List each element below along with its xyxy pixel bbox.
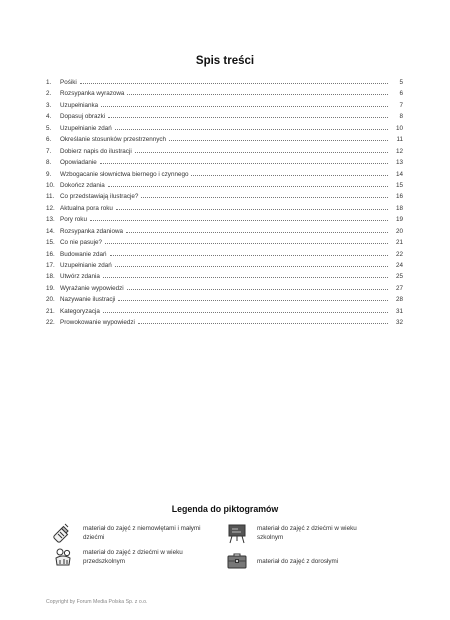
toc-entry-label: Nazywanie ilustracji	[60, 296, 116, 304]
toc-entry-label: Aktualna pora roku	[60, 204, 113, 212]
toc-entry-number: 12.	[46, 204, 55, 212]
toc-entry-number: 3.	[46, 101, 52, 109]
toc-entry-number: 11.	[46, 193, 55, 201]
toc-entry	[46, 227, 403, 238]
toc-entry	[46, 261, 403, 272]
toc-entry-number: 2.	[46, 90, 52, 98]
toc-entry	[46, 181, 403, 192]
toc-entry-label: Wyrażanie wypowiedzi	[60, 284, 124, 292]
toc-entry-number: 18.	[46, 273, 55, 281]
toc-entry	[46, 124, 403, 135]
toc-entry-page: 5	[399, 79, 403, 86]
toc-entry-number: 4.	[46, 113, 52, 121]
toc-entry	[46, 318, 403, 329]
legend-text: materiał do zajęć z dziećmi w wieku przedszkolnym	[83, 549, 183, 565]
toc-entry-page: 32	[395, 319, 403, 327]
legend-item-school	[226, 522, 382, 544]
toc-dot-leader	[108, 112, 388, 118]
toc-entry-page: 8	[399, 113, 403, 121]
toc-entry-label: Pory roku	[60, 216, 87, 224]
toc-entry-number: 16.	[46, 250, 55, 258]
toc-entry-label: Co nie pasuje?	[60, 239, 103, 247]
toc-entry-page: 18	[395, 204, 403, 212]
toc-dot-leader	[126, 227, 388, 233]
toc-entry-page: 24	[395, 262, 403, 269]
toc-entry-label: Uzupełnianie zdań	[60, 124, 112, 132]
toc-entry-number: 22.	[46, 319, 55, 327]
legend-item-infants	[52, 522, 208, 544]
toc-entry-page: 22	[395, 250, 403, 258]
toc-entry-label: Pośiki	[60, 79, 77, 86]
toc-entry-number: 15.	[46, 239, 55, 247]
toc-entry-number: 10.	[46, 181, 55, 189]
toc-entry-page: 13	[395, 159, 403, 167]
toc-entry-number: 7.	[46, 147, 52, 155]
toc-entry-number: 13.	[46, 216, 55, 224]
toc-entry-number: 9.	[46, 170, 52, 178]
toc-dot-leader	[90, 215, 388, 221]
toc-entry-page: 12	[395, 147, 403, 155]
toc-dot-leader	[116, 204, 388, 210]
toc-dot-leader	[127, 284, 388, 290]
toc-entry-label: Uzupełnianie zdań	[60, 262, 112, 269]
legend-title: Legenda do piktogramów	[171, 504, 279, 514]
toc-entry-label: Rozsypanka wyrazowa	[60, 90, 125, 98]
page-title: Spis treści	[195, 55, 255, 67]
toc-entry-label: Opowiadanie	[60, 159, 97, 167]
toc-entry	[46, 101, 403, 112]
toc-entry	[46, 78, 403, 89]
toc-dot-leader	[103, 307, 388, 313]
toc-dot-leader	[115, 261, 388, 267]
copyright-footer: Copyright by Forum Media Polska Sp. z o.o.	[46, 599, 148, 605]
toc-entry	[46, 89, 403, 100]
child-toy-icon	[52, 546, 74, 568]
toc-entry-label: Utwórz zdania	[60, 273, 100, 281]
toc-entry-label: Prowokowanie wypowiedzi	[60, 319, 135, 327]
toc-entry-page: 27	[395, 284, 403, 292]
toc-entry-page: 28	[395, 296, 403, 304]
toc-entry	[46, 204, 403, 215]
toc-entry	[46, 112, 403, 123]
toc-dot-leader	[115, 124, 388, 130]
toc-entry-label: Rozsypanka zdaniowa	[60, 227, 124, 235]
toc-dot-leader	[110, 250, 388, 256]
toc-entry-label: Dobierz napis do ilustracji	[60, 147, 132, 155]
toc-dot-leader	[105, 238, 388, 244]
toc-dot-leader	[141, 192, 388, 198]
toc-entry-number: 20.	[46, 296, 55, 304]
toc-entry	[46, 170, 403, 181]
toc-dot-leader	[101, 101, 388, 107]
baby-bottle-icon	[52, 522, 74, 544]
toc-dot-leader	[100, 158, 388, 164]
toc-entry	[46, 147, 403, 158]
toc-entry	[46, 272, 403, 283]
legend-item-adults	[226, 550, 382, 572]
legend-text: materiał do zajęć z dziećmi w wieku szkolnym	[257, 525, 357, 541]
toc-entry-label: Budowanie zdań	[60, 250, 107, 258]
toc-entry	[46, 250, 403, 261]
toc-dot-leader	[103, 272, 388, 278]
toc-entry-page: 11	[396, 136, 403, 144]
toc-dot-leader	[169, 135, 388, 141]
toc-entry-page: 20	[395, 227, 403, 235]
toc-dot-leader	[108, 181, 388, 187]
toc-entry-page: 14	[395, 170, 403, 178]
toc-entry	[46, 192, 403, 203]
toc-entry	[46, 238, 403, 249]
toc-dot-leader	[118, 295, 388, 301]
toc-dot-leader	[80, 78, 388, 84]
toc-entry-page: 31	[395, 307, 403, 315]
toc-entry-number: 17.	[46, 262, 55, 269]
briefcase-icon	[226, 550, 248, 572]
toc-entry-page: 10	[395, 124, 403, 132]
toc-entry-number: 8.	[46, 159, 52, 167]
table-of-contents	[46, 78, 403, 330]
toc-entry	[46, 295, 403, 306]
toc-dot-leader	[191, 170, 388, 176]
toc-entry-label: Wzbogacanie słownictwa biernego i czynnego	[60, 170, 189, 178]
toc-dot-leader	[138, 318, 388, 324]
toc-entry-number: 19.	[46, 284, 55, 292]
legend-text: materiał do zajęć z niemowlętami i małymi dziećmi	[83, 525, 201, 541]
toc-entry-page: 25	[395, 273, 403, 281]
toc-entry-label: Dokończ zdania	[60, 181, 105, 189]
toc-entry-page: 7	[399, 101, 403, 109]
toc-entry	[46, 135, 403, 146]
toc-entry	[46, 307, 403, 318]
toc-entry-page: 15	[395, 181, 403, 189]
toc-entry-page: 19	[395, 216, 403, 224]
legend-text: materiał do zajęć z dorosłymi	[257, 557, 339, 565]
toc-dot-leader	[135, 147, 388, 153]
toc-entry-number: 5.	[46, 124, 52, 132]
toc-entry-number: 14.	[46, 227, 55, 235]
legend-item-preschool	[52, 546, 208, 568]
toc-entry	[46, 158, 403, 169]
school-board-icon	[226, 522, 248, 544]
toc-entry-label: Kategoryzacja	[60, 307, 100, 315]
toc-entry-label: Określanie stosunków przestrzennych	[60, 136, 167, 144]
toc-entry-label: Co przedstawiają ilustracje?	[60, 193, 139, 201]
toc-entry-label: Uzupełnianka	[60, 101, 99, 109]
toc-entry	[46, 284, 403, 295]
toc-entry-number: 1.	[46, 79, 52, 86]
toc-dot-leader	[127, 89, 388, 95]
toc-entry-number: 6.	[46, 136, 52, 144]
toc-entry-page: 21	[395, 239, 403, 247]
toc-entry-number: 21.	[46, 307, 55, 315]
toc-entry-page: 6	[399, 90, 403, 98]
toc-entry-page: 16	[395, 193, 403, 201]
toc-entry-label: Dopasuj obrazki	[60, 113, 106, 121]
toc-entry	[46, 215, 403, 226]
